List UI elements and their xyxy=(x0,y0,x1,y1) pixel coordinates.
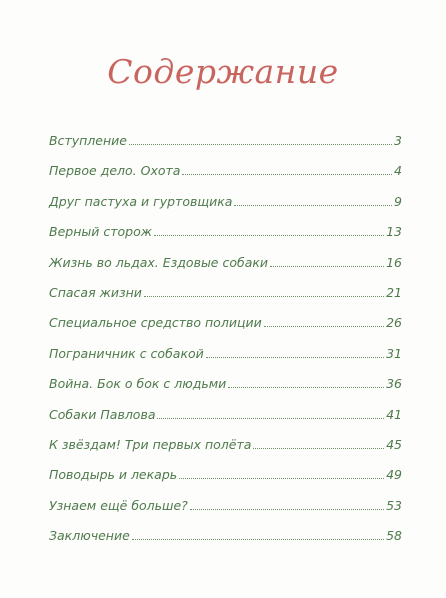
toc-entry[interactable] xyxy=(49,276,402,300)
toc-entry[interactable] xyxy=(49,306,402,330)
toc-entry-page: 26 xyxy=(386,315,402,331)
toc-entry-page: 53 xyxy=(386,497,402,513)
toc-entry-label: Заключение xyxy=(49,528,130,544)
toc-entry[interactable] xyxy=(49,398,402,422)
toc-entry[interactable] xyxy=(49,458,402,482)
toc-entry-page: 13 xyxy=(386,224,402,240)
toc-entry[interactable] xyxy=(49,185,402,209)
toc-entry-label: Война. Бок о бок с людьми xyxy=(49,376,227,392)
toc-entry-label: Верный сторож xyxy=(49,224,152,240)
toc-entry[interactable] xyxy=(49,367,402,391)
toc-entry-leader xyxy=(129,143,392,145)
toc-entry-leader xyxy=(132,538,384,540)
toc-entry-leader xyxy=(264,325,384,327)
toc-entry-page: 41 xyxy=(386,406,402,422)
toc-entry[interactable] xyxy=(49,337,402,361)
toc-entry-label: Специальное средство полиции xyxy=(49,315,262,331)
toc-entry-page: 9 xyxy=(394,193,402,209)
toc-entry-page: 45 xyxy=(386,437,402,452)
toc-entry-leader xyxy=(179,477,384,479)
toc-entry-page: 58 xyxy=(386,528,402,544)
toc-entry-label: Вступление xyxy=(49,133,127,148)
toc-entry-label: Первое дело. Охота xyxy=(49,163,181,179)
toc-entry-leader xyxy=(190,508,384,510)
toc-entry-leader xyxy=(228,386,384,388)
toc-entry-label: Друг пастуха и гуртовщика xyxy=(49,193,233,209)
toc-entry-page: 16 xyxy=(386,254,402,270)
toc-entry-leader xyxy=(253,447,384,449)
toc-entry-page: 4 xyxy=(394,163,402,179)
toc-entry-label: Спасая жизни xyxy=(49,285,142,300)
toc-entry[interactable] xyxy=(49,519,402,543)
toc-entry-page: 3 xyxy=(394,133,402,148)
toc-entry-label: К звёздам! Три первых полёта xyxy=(49,437,252,452)
toc-entry-leader xyxy=(270,265,384,267)
page-title: Содержание xyxy=(107,52,339,91)
toc-entry-label: Собаки Павлова xyxy=(49,406,156,422)
toc-entry-leader xyxy=(154,234,384,236)
toc-entry[interactable] xyxy=(49,428,402,452)
toc-entry-page: 49 xyxy=(386,467,402,483)
toc-entry-page: 31 xyxy=(386,345,402,361)
toc-entry-label: Узнаем ещё больше? xyxy=(49,497,188,513)
toc-entry[interactable] xyxy=(49,489,402,513)
toc-entry-leader xyxy=(182,173,392,175)
toc-entry-leader xyxy=(234,204,392,206)
toc-entry-page: 21 xyxy=(386,285,402,300)
toc-entry-leader xyxy=(206,356,384,358)
toc-entry[interactable] xyxy=(49,124,402,148)
toc-entry-label: Поводырь и лекарь xyxy=(49,467,178,483)
toc-entry-leader xyxy=(144,295,384,297)
toc-entry-label: Жизнь во льдах. Ездовые собаки xyxy=(49,254,269,270)
toc-entry[interactable] xyxy=(49,154,402,178)
toc-entry-label: Пограничник с собакой xyxy=(49,345,204,361)
toc-entry[interactable] xyxy=(49,246,402,270)
toc-entry-page: 36 xyxy=(386,376,402,392)
toc-entry-leader xyxy=(157,417,384,419)
toc-entry[interactable] xyxy=(49,215,402,239)
